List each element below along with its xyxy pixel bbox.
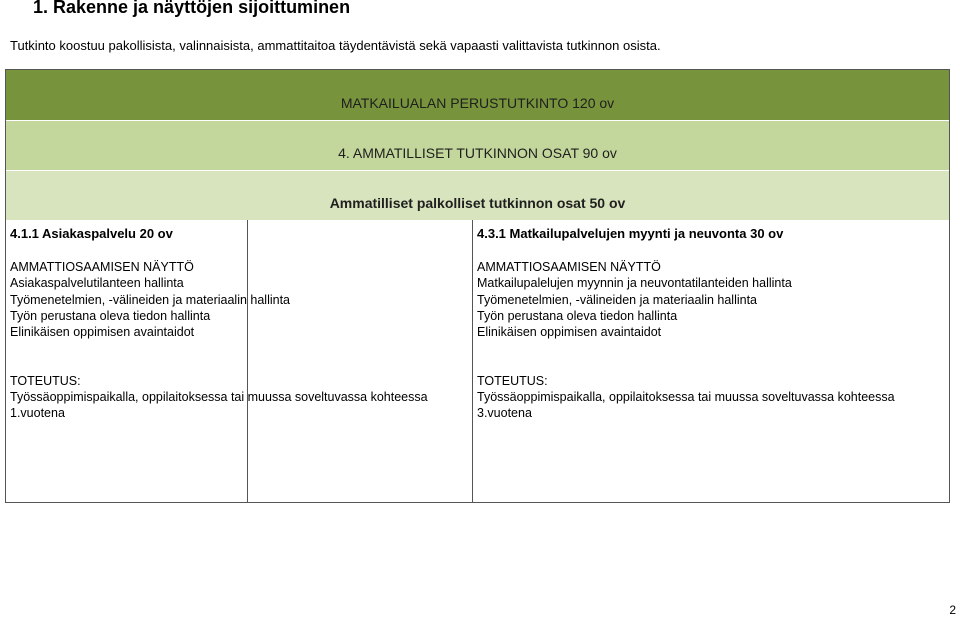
units-row	[6, 220, 949, 366]
page-number: 2	[949, 603, 956, 617]
unit-cell-travel-sales	[473, 220, 949, 366]
section-heading: 1. Rakenne ja näyttöjen sijoittuminen	[33, 0, 351, 17]
skill-line: Työn perustana oleva tiedon hallinta	[10, 308, 211, 323]
implementation-cell-left	[6, 366, 428, 502]
degree-title-row: MATKAILUALAN PERUSTUTKINTO 120 ov	[6, 70, 949, 121]
intro-paragraph: Tutkinto koostuu pakollisista, valinnaisista, ammattitaitoa täydentävistä sekä vapaasti valittavista tutkinnon osista.	[10, 38, 661, 53]
vocational-units-row: 4. AMMATILLISET TUTKINNON OSAT 90 ov	[6, 121, 949, 171]
implementation-label: TOTEUTUS:	[10, 374, 81, 388]
implementation-text: Työssäoppimispaikalla, oppilaitoksessa tai muussa soveltuvassa kohteessa 1.vuotena	[10, 390, 428, 421]
implementation-cell-right	[473, 366, 949, 502]
empty-cell	[248, 220, 473, 366]
skill-line: AMMATTIOSAAMISEN NÄYTTÖ	[10, 260, 194, 275]
skill-line: Elinikäisen oppimisen avaintaidot	[477, 325, 662, 340]
implementation-label: TOTEUTUS:	[477, 374, 548, 388]
skill-line: Työn perustana oleva tiedon hallinta	[477, 308, 678, 323]
skill-line: Matkailupalelujen myynnin ja neuvontatilanteiden hallinta	[477, 276, 792, 291]
implementation-text: Työssäoppimispaikalla, oppilaitoksessa tai muussa soveltuvassa kohteessa 3.vuotena	[477, 390, 895, 421]
mandatory-units-row: Ammatilliset palkolliset tutkinnon osat 50 ov	[6, 171, 949, 220]
skill-line: Elinikäisen oppimisen avaintaidot	[10, 325, 195, 340]
unit-cell-customer-service	[6, 220, 291, 366]
degree-structure-table	[5, 69, 950, 503]
skill-line: Työmenetelmien, -välineiden ja materiaalin hallinta	[477, 292, 758, 307]
skill-line: Asiakaspalvelutilanteen hallinta	[10, 276, 184, 291]
unit-title: 4.1.1 Asiakaspalvelu 20 ov	[10, 226, 173, 241]
unit-title: 4.3.1 Matkailupalvelujen myynti ja neuvonta 30 ov	[477, 226, 784, 241]
implementation-row	[6, 366, 949, 502]
skill-line: AMMATTIOSAAMISEN NÄYTTÖ	[477, 260, 661, 275]
empty-cell	[248, 366, 473, 502]
skill-line: Työmenetelmien, -välineiden ja materiaalin hallinta	[10, 292, 291, 307]
